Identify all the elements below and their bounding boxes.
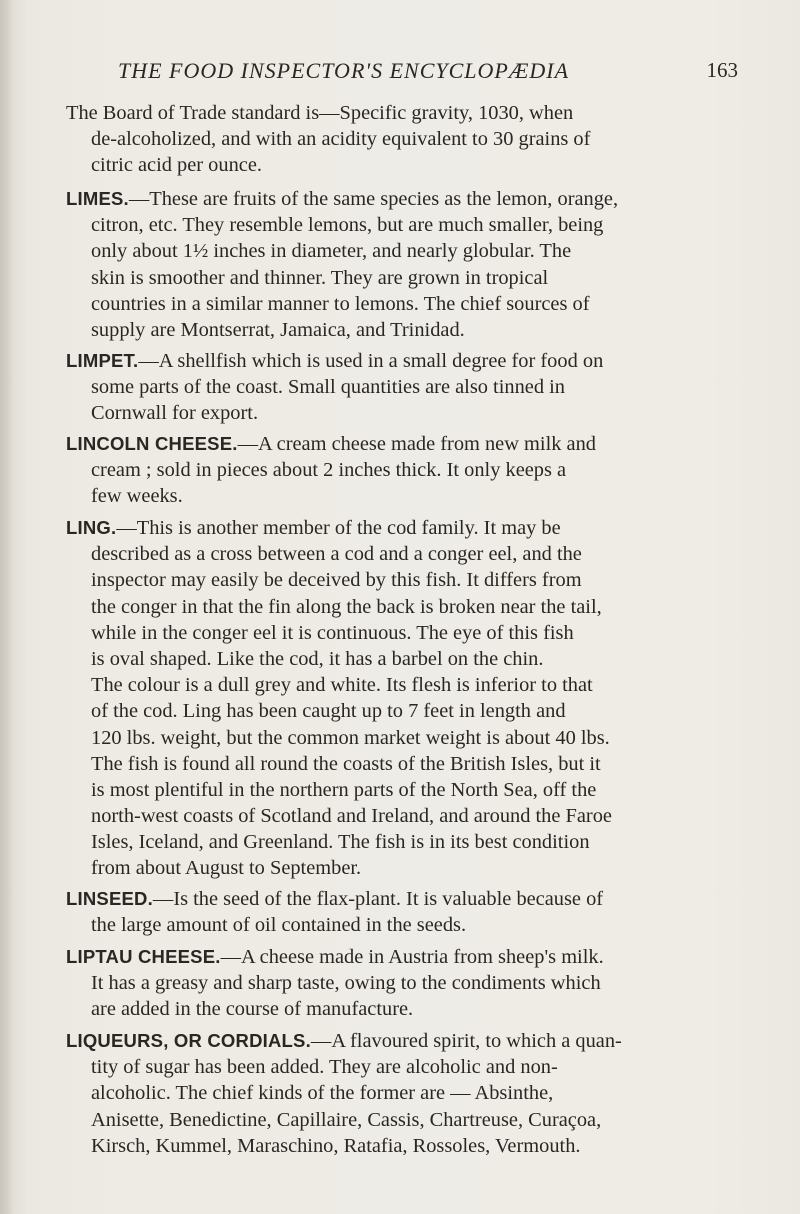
entry-heading: LINSEED. xyxy=(66,888,153,909)
text-line: —Is the seed of the flax-plant. It is valuable because of xyxy=(152,888,604,910)
paragraph-board-of-trade xyxy=(66,100,698,179)
text-line: The colour is a dull grey and white. Its flesh is inferior to that xyxy=(91,674,593,697)
text-line: cream ; sold in pieces about 2 inches thick. It only keeps a xyxy=(91,459,567,482)
entry-liqueurs xyxy=(66,1028,698,1159)
text-line: Cornwall for export. xyxy=(91,402,259,425)
text-line: only about 1½ inches in diameter, and nearly globular. The xyxy=(91,240,572,263)
text-line: some parts of the coast. Small quantities are also tinned in xyxy=(91,376,565,399)
text-line: —A shellfish which is used in a small degree for food on xyxy=(138,350,604,372)
text-line: de-alcoholized, and with an acidity equivalent to 30 grains of xyxy=(91,128,591,151)
entry-heading: LIMES. xyxy=(66,188,129,209)
text-line: described as a cross between a cod and a conger eel, and the xyxy=(91,543,582,566)
text-line: inspector may easily be deceived by this fish. It differs from xyxy=(91,569,582,592)
text-line: countries in a similar manner to lemons. The chief sources of xyxy=(91,292,590,315)
text-line: from about August to September. xyxy=(91,857,362,880)
text-line: skin is smoother and thinner. They are grown in tropical xyxy=(91,266,549,289)
text-line: —This is another member of the cod family. It may be xyxy=(116,517,561,539)
text-line: Isles, Iceland, and Greenland. The fish is in its best condition xyxy=(91,831,590,854)
text-line: few weeks. xyxy=(91,485,183,508)
entry-limpet xyxy=(66,348,698,427)
text-line: It has a greasy and sharp taste, owing to the condiments which xyxy=(91,972,601,995)
page-number: 163 xyxy=(706,58,738,82)
text-line: The fish is found all round the coasts of the British Isles, but it xyxy=(91,752,601,775)
text-line: citric acid per ounce. xyxy=(91,154,262,177)
entry-heading: LIMPET. xyxy=(66,350,139,371)
text-line: —A cream cheese made from new milk and xyxy=(237,433,596,455)
entry-heading: LINCOLN CHEESE. xyxy=(66,433,238,454)
text-line: tity of sugar has been added. They are alcoholic and non- xyxy=(91,1056,558,1079)
text-line: —A flavoured spirit, to which a quan- xyxy=(310,1030,622,1052)
text-line: while in the conger eel it is continuous. The eye of this fish xyxy=(91,621,574,644)
text-line: is oval shaped. Like the cod, it has a barbel on the chin. xyxy=(91,647,544,670)
text-line: 120 lbs. weight, but the common market weight is about 40 lbs. xyxy=(91,726,610,749)
text-line: the conger in that the fin along the back is broken near the tail, xyxy=(91,595,602,618)
text-line: alcoholic. The chief kinds of the former are — Absinthe, xyxy=(91,1082,554,1105)
text-line: citron, etc. They resemble lemons, but are much smaller, being xyxy=(91,214,604,237)
text-line: the large amount of oil contained in the seeds. xyxy=(91,914,467,937)
entry-lincoln-cheese xyxy=(66,431,698,510)
running-title: THE FOOD INSPECTOR'S ENCYCLOPÆDIA xyxy=(118,58,570,83)
entry-ling xyxy=(66,515,698,882)
entry-heading: LIPTAU CHEESE. xyxy=(66,946,221,967)
text-line: The Board of Trade standard is—Specific gravity, 1030, when xyxy=(66,102,574,124)
text-line: Anisette, Benedictine, Capillaire, Cassis, Chartreuse, Curaçoa, xyxy=(91,1108,602,1131)
text-line: of the cod. Ling has been caught up to 7 feet in length and xyxy=(91,700,566,723)
entry-heading: LING. xyxy=(66,517,117,538)
text-line: —These are fruits of the same species as the lemon, orange, xyxy=(128,188,619,210)
entry-liptau-cheese xyxy=(66,944,698,1023)
entry-limes xyxy=(66,186,698,343)
text-line: Kirsch, Kummel, Maraschino, Ratafia, Rossoles, Vermouth. xyxy=(91,1134,581,1157)
running-head xyxy=(118,58,738,88)
text-line: is most plentiful in the northern parts of the North Sea, off the xyxy=(91,778,597,801)
text-line: are added in the course of manufacture. xyxy=(91,998,414,1021)
entry-linseed xyxy=(66,886,698,938)
text-line: north-west coasts of Scotland and Ireland, and around the Faroe xyxy=(91,805,612,828)
entry-heading: LIQUEURS, OR CORDIALS. xyxy=(66,1030,311,1051)
spine-shadow xyxy=(0,0,14,1214)
text-line: supply are Montserrat, Jamaica, and Trinidad. xyxy=(91,318,465,341)
text-line: —A cheese made in Austria from sheep's milk. xyxy=(220,946,604,968)
